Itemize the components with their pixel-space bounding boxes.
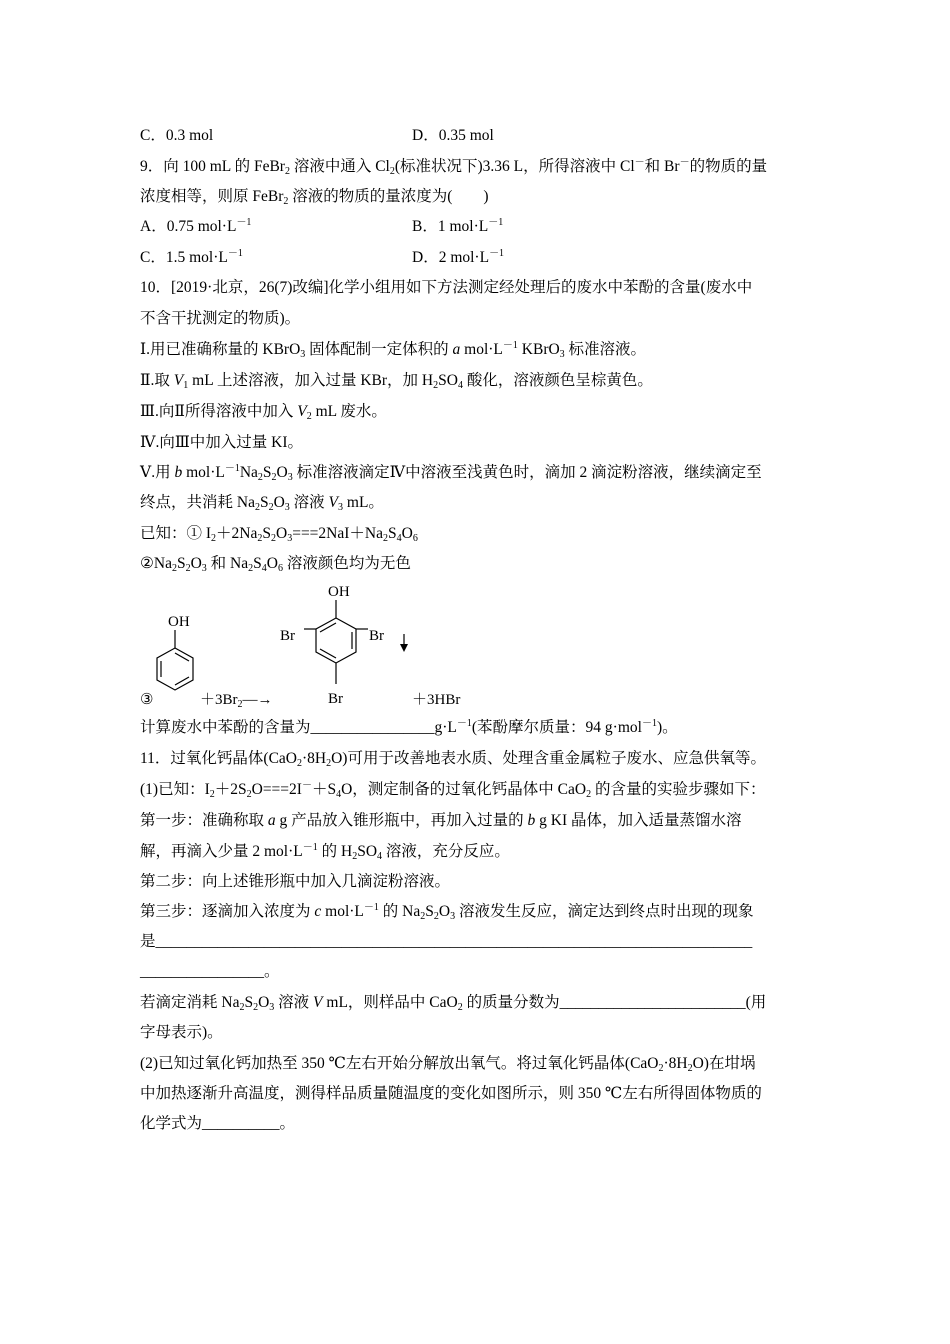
q10-stem: 10．[2019·北京，26(7)改编]化学小组用如下方法测定经处理后的废水中苯酚的含量(废水中: [140, 279, 753, 296]
tbp-br-bottom: Br: [328, 691, 343, 707]
q11-titration-2: 字母表示)。: [140, 1024, 223, 1041]
reaction-label: ③: [140, 692, 154, 708]
precipitate-arrow-icon: [400, 634, 408, 652]
tbp-br-left: Br: [280, 628, 295, 644]
q11-titration: 若滴定消耗 $Na_2S_2O_3$ 溶液 V mL，则样品中 CaO$_2$ 的质量分数为________________________(用: [140, 994, 767, 1013]
q10-step-1: Ⅰ.用已准确称量的 KBrO$_3$ 固体配制一定体积的 a $mol\cdot L^{-1}$ KBrO$_3$ 标准溶液。: [140, 340, 647, 360]
q10-known-1: 已知：① $I_2+2Na_2S_2O_3===2NaI+Na_2S_4O_6$: [140, 525, 418, 544]
plus-hbr: ＋3HBr: [412, 692, 461, 708]
q10-known-2: $②Na_2S_2O_3$ 和 $Na_2S_4O_6$ 溶液颜色均为无色: [140, 555, 411, 574]
q9-option-d: D．2 $mol\cdot L^{-1}$: [412, 248, 505, 266]
tribromophenol-structure: [304, 600, 368, 684]
q11-part2-3: 化学式为__________。: [140, 1115, 296, 1132]
q10-step-2: Ⅱ.取 $V_1$ mL 上述溶液，加入过量 KBr，加 $H_2SO_4$ 酸化，溶液颜色呈棕黄色。: [140, 372, 653, 391]
q11-step-3-blank-2: ________________。: [140, 963, 280, 980]
q10-step-3: Ⅲ.向Ⅱ所得溶液中加入 $V_2$ mL 废水。: [140, 403, 387, 422]
q10-step-4: Ⅳ.向Ⅲ中加入过量 KI。: [140, 434, 304, 451]
q11-step-1: 第一步：准确称取 a g 产品放入锥形瓶中，再加入过量的 b g KI 晶体，加入适量蒸馏水溶: [140, 812, 742, 829]
q8-option-c: C．0.3 mol: [140, 127, 214, 144]
q11-part2-2: 中加热逐渐升高温度，测得样品质量随温度的变化如图所示，则 350 ℃左右所得固体物质的: [140, 1085, 762, 1102]
q11-stem: 11．过氧化钙晶体$(CaO_2\cdot 8H_2O)$可用于改善地表水质、处理含重金属粒子废水、应急供氧等。: [140, 750, 766, 769]
q8-option-d: D．0.35 mol: [412, 127, 494, 144]
q10-stem-2: 不含干扰测定的物质)。: [140, 310, 301, 327]
q9-option-a: A．0.75 $mol\cdot L^{-1}$: [140, 217, 252, 235]
tbp-oh-label: OH: [328, 584, 350, 600]
q9-option-b: B．1 $mol\cdot L^{-1}$: [412, 217, 504, 235]
q9-stem: 9．向 100 mL 的 FeBr$_2$ 溶液中通入 $Cl_2$(标准状况下)3.36 L，所得溶液中 Cl－和 Br－的物质的量: [140, 157, 768, 177]
plus-br2: $+3Br_2―\to$: [200, 692, 273, 710]
tbp-br-right: Br: [369, 628, 384, 644]
q10-step-5b: 终点，共消耗 $Na_2S_2O_3$ 溶液 $V_3$ mL。: [140, 494, 384, 513]
q9-stem-2: 浓度相等，则原 FeBr$_2$ 溶液的物质的量浓度为( ): [140, 188, 489, 207]
q11-step-3-blank: 是_____________________________________________________________________________: [140, 933, 753, 950]
q11-part2: (2)已知过氧化钙加热至 350 ℃左右开始分解放出氧气。将过氧化钙晶体$(CaO_2\cdot 8H_2O)$在坩埚: [140, 1055, 756, 1074]
q11-step-2: 第二步：向上述锥形瓶中加入几滴淀粉溶液。: [140, 873, 451, 890]
q11-step-1b: 解，再滴入少量 2 $mol\cdot L^{-1}$ 的 $H_2SO_4$ 溶液，充分反应。: [140, 842, 510, 862]
q11-part1: (1)已知：$I_2+2S_2O===2I^-+S_4O$，测定制备的过氧化钙晶体中 CaO$_2$ 的含量的实验步骤如下：: [140, 780, 766, 800]
q10-calc: 计算废水中苯酚的含量为$\_\_\_\_\_\_\_\_\_\_\_\_\_\_\_\_g\cdot L^{-1}$(苯酚摩尔质量：94 g·mol$^{-1}$)。: [140, 718, 678, 736]
phenol-oh-label: OH: [168, 614, 190, 630]
q9-option-c: C．1.5 $mol\cdot L^{-1}$: [140, 248, 243, 266]
q11-step-3: 第三步：逐滴加入浓度为 c $mol\cdot L^{-1}$ 的 $Na_2S_2O_3$ 溶液发生反应，滴定达到终点时出现的现象: [140, 902, 754, 922]
q10-step-5: Ⅴ.用 b $mol\cdot L^{-1}Na_2S_2O_3$ 标准溶液滴定Ⅳ中溶液至浅黄色时，滴加 2 滴淀粉溶液，继续滴定至: [140, 463, 762, 483]
phenol-structure: [157, 630, 193, 690]
